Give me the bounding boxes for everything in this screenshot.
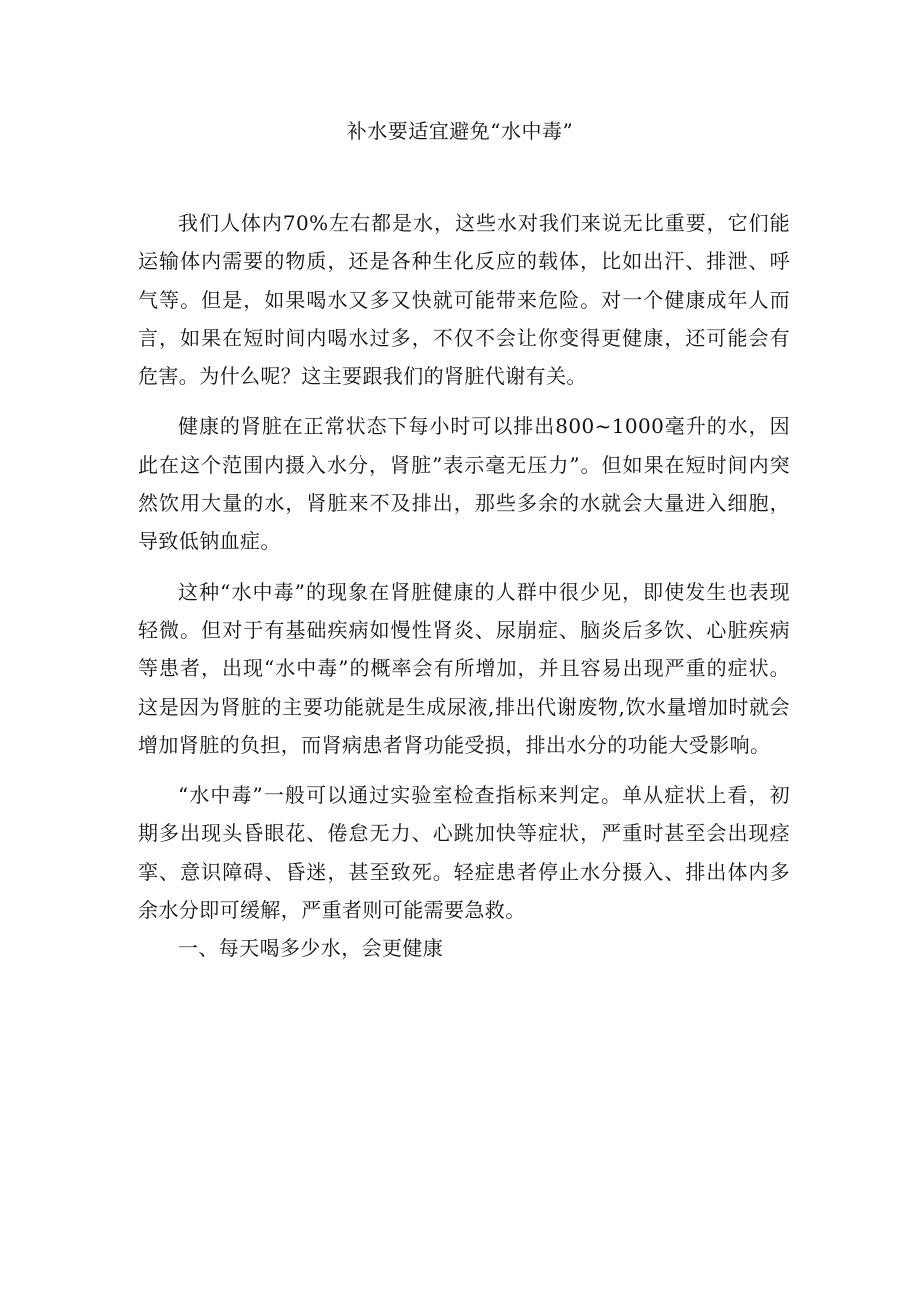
section-heading: 一、每天喝多少水，会更健康 [178,936,444,961]
document-body [138,204,790,968]
document-title: 补水要适宜避免“水中毒” [346,119,574,143]
paragraph-body-water: 我们人体内70%左右都是水，这些水对我们来说无比重要，它们能运输体内需要的物质，还是各种生化反应的载体，比如出汗、排泄、呼气等。但是，如果喝水又多又快就可能带来危险。对一个健康成年人而言，如果在短时间内喝水过多，不仅不会让你变得更健康，还可能会有危害。为什么呢？这主要跟我们的肾脏代谢有关。 [138,211,790,389]
paragraph-risk-groups: 这种“水中毒”的现象在肾脏健康的人群中很少见，即使发生也表现轻微。但对于有基础疾病如慢性肾炎、尿崩症、脑炎后多饮、心脏疾病等患者，出现“水中毒”的概率会有所增加，并且容易出现严重的症状。这是因为肾脏的主要功能就是生成尿液,排出代谢废物,饮水量增加时就会增加肾脏的负担，而肾病患者肾功能受损，排出水分的功能大受影响。 [138,579,790,757]
paragraph-kidney-capacity: 健康的肾脏在正常状态下每小时可以排出800~1000毫升的水，因此在这个范围内摄入水分，肾脏”表示毫无压力”。但如果在短时间内突然饮用大量的水，肾脏来不及排出，那些多余的水就会大量进入细胞，导致低钠血症。 [138,414,790,554]
paragraph-symptoms: “水中毒”一般可以通过实验室检查指标来判定。单从症状上看，初期多出现头昏眼花、倦怠无力、心跳加快等症状，严重时甚至会出现痉挛、意识障碍、昏迷，甚至致死。轻症患者停止水分摄入、排出体内多余水分即可缓解，严重者则可能需要急救。 [138,783,790,923]
